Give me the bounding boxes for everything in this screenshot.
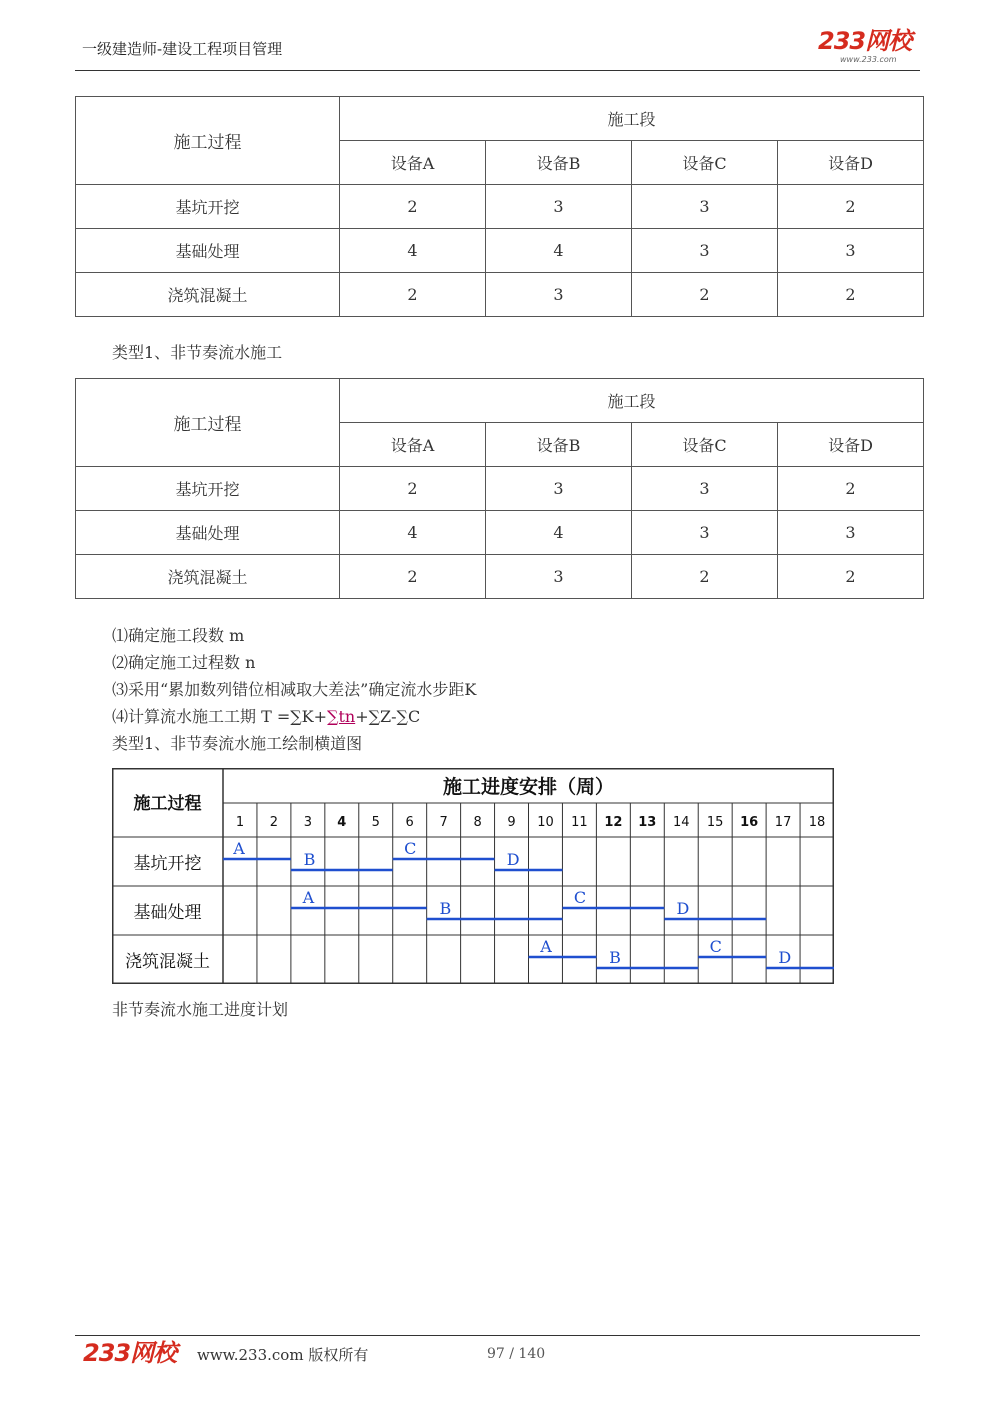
cell-value: 2 [632, 273, 778, 317]
gantt-row-name: 基坑开挖 [133, 854, 202, 874]
gantt-week-label: 3 [303, 815, 313, 830]
cell-value: 2 [632, 555, 778, 599]
cell-value: 2 [778, 185, 924, 229]
column-header: 设备B [486, 423, 632, 467]
step-2: ⑵确定施工过程数 n [112, 653, 256, 672]
process-header: 施工过程 [76, 379, 340, 467]
cell-value: 2 [340, 467, 486, 511]
plan-label: 非节奏流水施工进度计划 [112, 1000, 289, 1019]
footer-site: www.233.com 版权所有 [197, 1346, 369, 1364]
step-3: ⑶采用“累加数列错位相减取大差法”确定流水步距K [112, 680, 477, 699]
cell-value: 2 [340, 555, 486, 599]
gantt-week-label: 12 [604, 815, 623, 830]
brand-logo-url: www.233.com [840, 55, 897, 64]
column-header: 设备D [778, 141, 924, 185]
gantt-bar-label: B [303, 850, 316, 869]
gantt-bar-label: C [404, 839, 417, 858]
column-header: 设备C [632, 141, 778, 185]
cell-value: 4 [486, 511, 632, 555]
segment-header: 施工段 [340, 379, 924, 423]
row-name: 浇筑混凝土 [76, 555, 340, 599]
gantt-bar-label: B [609, 948, 621, 967]
gantt-week-label: 11 [571, 815, 588, 830]
gantt-week-label: 2 [269, 815, 279, 830]
gantt-week-label: 9 [507, 815, 516, 830]
footer-rule [75, 1335, 920, 1336]
column-header: 设备D [778, 423, 924, 467]
gantt-bar-label: A [233, 839, 245, 858]
header-rule [75, 70, 920, 71]
gantt-grid [112, 768, 834, 984]
gantt-week-label: 8 [473, 815, 482, 830]
gantt-week-label: 10 [537, 815, 554, 830]
cell-value: 4 [340, 511, 486, 555]
process-header: 施工过程 [76, 97, 340, 185]
row-name: 基础处理 [76, 511, 340, 555]
gantt-bar-label: A [540, 937, 552, 956]
cell-value: 3 [632, 185, 778, 229]
cell-value: 2 [778, 555, 924, 599]
gantt-bar-label: D [506, 850, 520, 869]
gantt-week-label: 4 [337, 815, 347, 830]
brand-logo: 233网校 [818, 27, 912, 55]
gantt-week-label: 7 [439, 815, 448, 830]
cell-value: 3 [486, 555, 632, 599]
gantt-week-label: 5 [371, 815, 380, 830]
footer-logo: 233网校 [83, 1339, 177, 1367]
process-table-1 [75, 96, 924, 317]
step-1: ⑴确定施工段数 m [112, 626, 245, 645]
header-title: 一级建造师-建设工程项目管理 [82, 40, 283, 58]
column-header: 设备C [632, 423, 778, 467]
gantt-chart [112, 768, 834, 984]
gantt-week-label: 6 [405, 815, 414, 830]
gantt-week-label: 13 [638, 815, 657, 830]
table-row [76, 229, 924, 273]
cell-value: 3 [632, 467, 778, 511]
gantt-bar-label: B [439, 899, 452, 918]
gantt-week-label: 14 [672, 815, 690, 830]
row-name: 基坑开挖 [76, 185, 340, 229]
row-name: 基坑开挖 [76, 467, 340, 511]
column-header: 设备A [340, 423, 486, 467]
cell-value: 2 [778, 273, 924, 317]
cell-value: 3 [486, 273, 632, 317]
table-row [76, 273, 924, 317]
table-row [76, 467, 924, 511]
gantt-caption: 类型1、非节奏流水施工绘制横道图 [112, 734, 363, 753]
gantt-row-name: 浇筑混凝土 [125, 952, 210, 972]
gantt-bar-label: C [573, 888, 587, 907]
cell-value: 3 [486, 467, 632, 511]
cell-value: 3 [778, 229, 924, 273]
step-4-prefix: ⑷计算流水施工工期 T =∑K+ [112, 707, 328, 726]
gantt-process-header: 施工过程 [133, 794, 202, 814]
cell-value: 2 [778, 467, 924, 511]
column-header: 设备A [340, 141, 486, 185]
gantt-week-label: 15 [706, 815, 724, 830]
cell-value: 3 [486, 185, 632, 229]
gantt-bar-label: D [676, 899, 690, 918]
sum-tn-link[interactable]: ∑tn [327, 707, 356, 726]
segment-header: 施工段 [340, 97, 924, 141]
cell-value: 2 [340, 185, 486, 229]
gantt-week-label: 1 [235, 815, 245, 830]
gantt-bar-label: A [302, 888, 315, 907]
row-name: 浇筑混凝土 [76, 273, 340, 317]
cell-value: 3 [632, 511, 778, 555]
table-row [76, 185, 924, 229]
gantt-week-label: 16 [740, 815, 759, 830]
gantt-bar-label: D [778, 948, 792, 967]
cell-value: 4 [486, 229, 632, 273]
table-row [76, 511, 924, 555]
gantt-bar-label: C [709, 937, 722, 956]
gantt-border [113, 769, 834, 984]
cell-value: 4 [340, 229, 486, 273]
gantt-week-label: 17 [774, 815, 792, 830]
step-4 [112, 704, 420, 727]
cell-value: 2 [340, 273, 486, 317]
process-table-2 [75, 378, 924, 599]
cell-value: 3 [778, 511, 924, 555]
gantt-row-name: 基础处理 [133, 903, 202, 923]
gantt-week-label: 18 [808, 815, 826, 830]
gantt-title: 施工进度安排（周） [442, 776, 615, 798]
step-4-suffix: +∑Z-∑C [355, 707, 421, 726]
page-number: 97 / 140 [487, 1346, 546, 1362]
table-row [76, 555, 924, 599]
column-header: 设备B [486, 141, 632, 185]
row-name: 基础处理 [76, 229, 340, 273]
cell-value: 3 [632, 229, 778, 273]
type-label: 类型1、非节奏流水施工 [112, 343, 283, 362]
